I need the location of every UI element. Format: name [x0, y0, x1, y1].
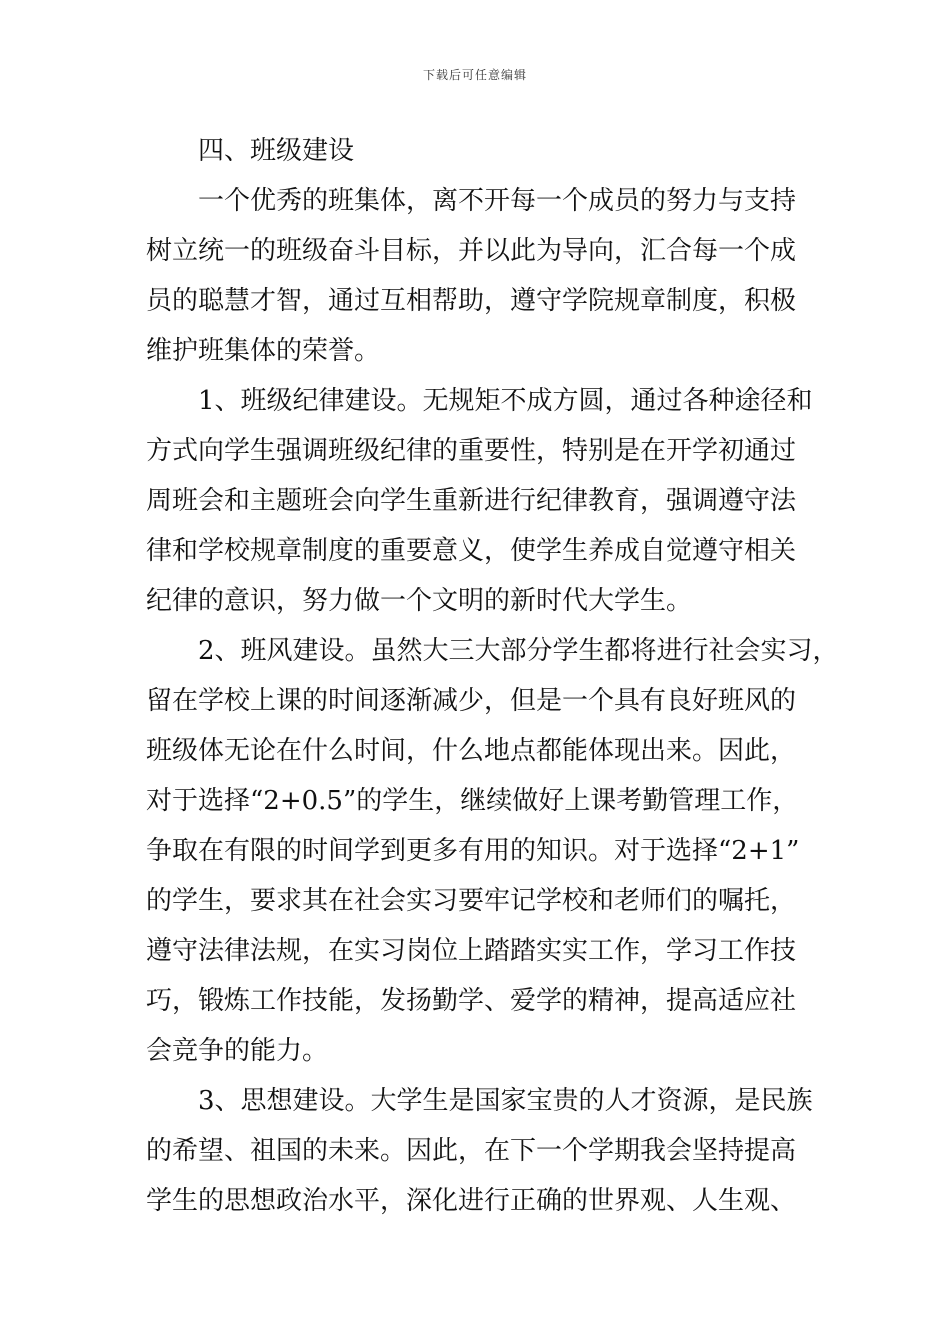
text-line: 方式向学生强调班级纪律的重要性，特别是在开学初通过: [146, 436, 797, 466]
text-line: 的学生，要求其在社会实习要牢记学校和老师们的嘱托，: [146, 886, 797, 916]
text-line: 1、班级纪律建设。无规矩不成方圆，通过各种途径和: [198, 386, 813, 416]
text-line: 员的聪慧才智，通过互相帮助，遵守学院规章制度，积极: [146, 286, 797, 316]
text-line: 纪律的意识，努力做一个文明的新时代大学生。: [146, 586, 693, 616]
text-line: 争取在有限的时间学到更多有用的知识。对于选择“2+1”: [146, 836, 800, 866]
text-line: 会竞争的能力。: [146, 1036, 329, 1066]
header-note: 下载后可任意编辑: [422, 68, 527, 82]
text-line: 树立统一的班级奋斗目标，并以此为导向，汇合每一个成: [146, 236, 797, 266]
text-line: 对于选择“2+0.5”的学生，继续做好上课考勤管理工作，: [146, 786, 799, 816]
text-line: 四、班级建设: [198, 136, 355, 166]
text-line: 的希望、祖国的未来。因此，在下一个学期我会坚持提高: [146, 1136, 797, 1166]
text-line: 班级体无论在什么时间，什么地点都能体现出来。因此，: [146, 736, 797, 766]
text-line: 巧，锻炼工作技能，发扬勤学、爱学的精神，提高适应社: [146, 986, 797, 1016]
text-line: 3、思想建设。大学生是国家宝贵的人才资源，是民族: [198, 1086, 813, 1116]
text-line: 2、班风建设。虽然大三大部分学生都将进行社会实习，: [198, 636, 839, 666]
text-line: 留在学校上课的时间逐渐减少，但是一个具有良好班风的: [146, 686, 797, 716]
document-body: [146, 126, 839, 1226]
text-line: 维护班集体的荣誉。: [146, 336, 381, 366]
text-line: 一个优秀的班集体，离不开每一个成员的努力与支持: [198, 186, 797, 216]
text-line: 周班会和主题班会向学生重新进行纪律教育，强调遵守法: [146, 486, 797, 516]
text-line: 遵守法律法规，在实习岗位上踏踏实实工作，学习工作技: [146, 936, 797, 966]
text-line: 律和学校规章制度的重要意义，使学生养成自觉遵守相关: [146, 536, 797, 566]
text-line: 学生的思想政治水平，深化进行正确的世界观、人生观、: [146, 1186, 797, 1216]
